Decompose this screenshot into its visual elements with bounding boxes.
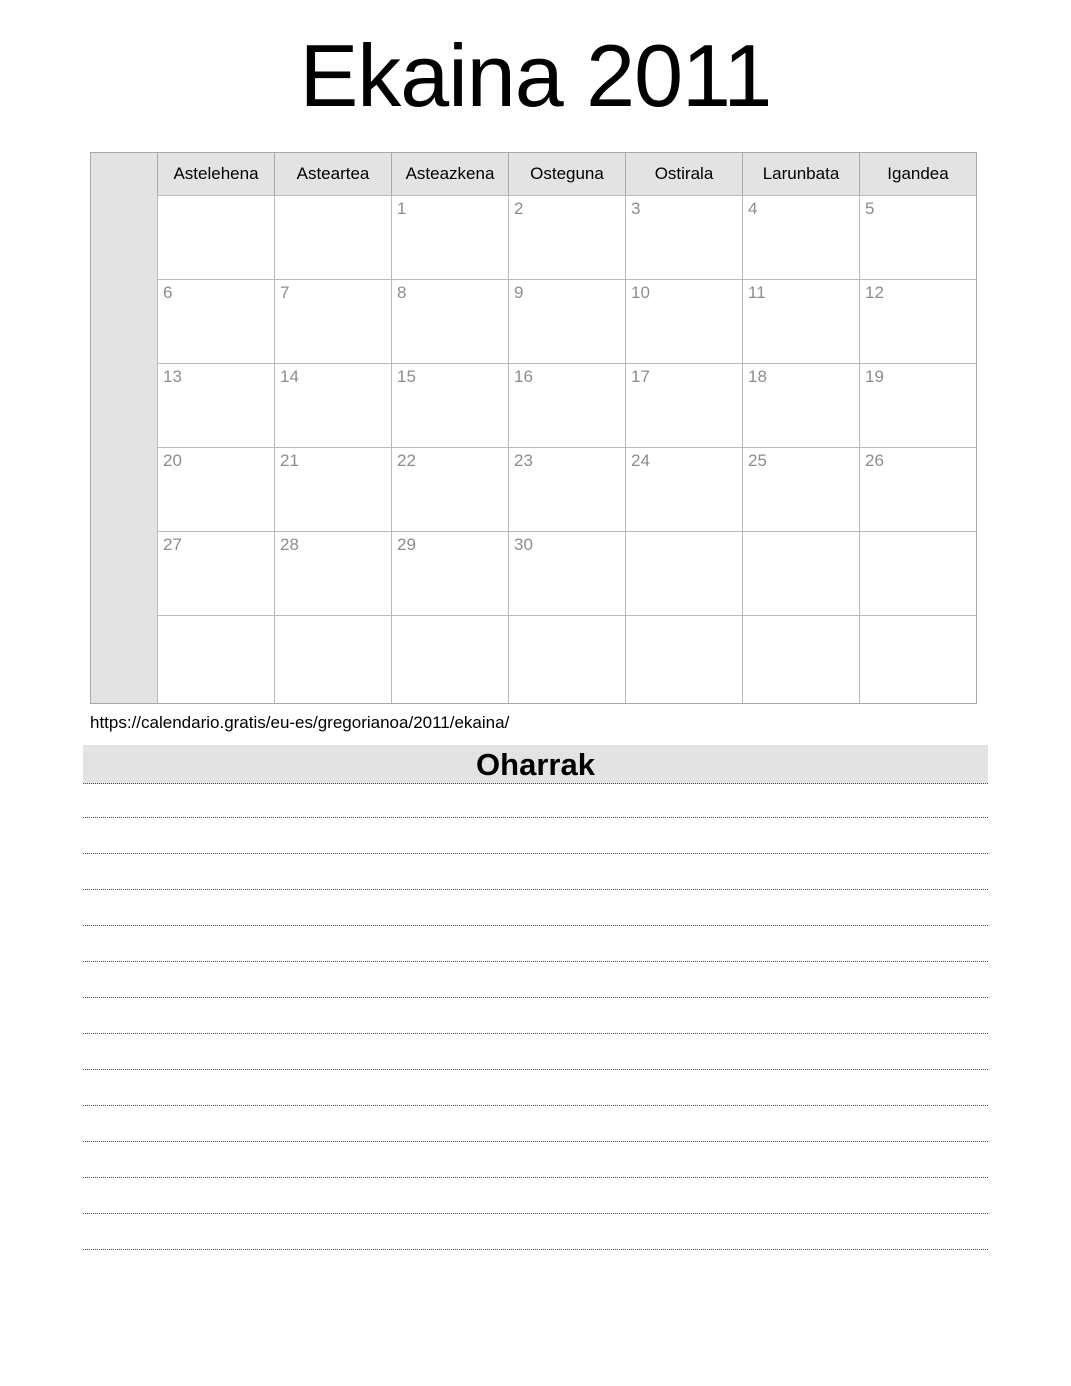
- day-cell: [157, 195, 274, 279]
- day-cell: 4: [742, 195, 859, 279]
- day-cell: 28: [274, 531, 391, 615]
- day-cell: 8: [391, 279, 508, 363]
- day-cell: 3: [625, 195, 742, 279]
- note-line: [83, 1034, 988, 1070]
- day-cell: 14: [274, 363, 391, 447]
- note-line: [83, 998, 988, 1034]
- day-cell: 16: [508, 363, 625, 447]
- day-cell: [742, 531, 859, 615]
- weekday-header-osteguna: Osteguna: [508, 153, 625, 195]
- day-cell: [391, 615, 508, 703]
- day-cell: [625, 615, 742, 703]
- day-cell: 26: [859, 447, 976, 531]
- day-cell: 5: [859, 195, 976, 279]
- note-line: [83, 854, 988, 890]
- notes-header: Oharrak: [83, 745, 988, 784]
- day-cell: 19: [859, 363, 976, 447]
- day-cell: 6: [157, 279, 274, 363]
- source-url-text: https://calendario.gratis/eu-es/gregorianoa/2011/ekaina/: [90, 712, 510, 732]
- day-cell: 2: [508, 195, 625, 279]
- page-title: Ekaina 2011: [299, 26, 772, 125]
- day-cell: 11: [742, 279, 859, 363]
- day-cell: [859, 615, 976, 703]
- day-cell: [859, 531, 976, 615]
- note-line: [83, 1142, 988, 1178]
- weekday-header-asteartea: Asteartea: [274, 153, 391, 195]
- weekday-header-asteazkena: Asteazkena: [391, 153, 508, 195]
- day-cell: [274, 195, 391, 279]
- note-line: [83, 926, 988, 962]
- day-cell: 1: [391, 195, 508, 279]
- note-line: [83, 1214, 988, 1250]
- day-cell: 22: [391, 447, 508, 531]
- note-line: [83, 1070, 988, 1106]
- week-gutter-column: [91, 153, 157, 703]
- day-cell: 18: [742, 363, 859, 447]
- day-cell: 23: [508, 447, 625, 531]
- day-cell: 10: [625, 279, 742, 363]
- day-cell: 12: [859, 279, 976, 363]
- weekday-header-ostirala: Ostirala: [625, 153, 742, 195]
- day-cell: 24: [625, 447, 742, 531]
- day-cell: [508, 615, 625, 703]
- day-cell: [742, 615, 859, 703]
- day-cell: 21: [274, 447, 391, 531]
- weekday-header-igandea: Igandea: [859, 153, 976, 195]
- note-line: [83, 1178, 988, 1214]
- day-cell: 30: [508, 531, 625, 615]
- day-cell: 20: [157, 447, 274, 531]
- day-cell: [157, 615, 274, 703]
- note-line: [83, 784, 988, 818]
- day-cell: 7: [274, 279, 391, 363]
- calendar-table: [90, 152, 977, 704]
- day-cell: 15: [391, 363, 508, 447]
- note-line: [83, 818, 988, 854]
- day-cell: 25: [742, 447, 859, 531]
- notes-area: [83, 784, 988, 1250]
- day-cell: [625, 531, 742, 615]
- day-cell: 9: [508, 279, 625, 363]
- day-cell: 29: [391, 531, 508, 615]
- note-line: [83, 1106, 988, 1142]
- day-cell: 17: [625, 363, 742, 447]
- day-cell: [274, 615, 391, 703]
- weekday-header-larunbata: Larunbata: [742, 153, 859, 195]
- weekday-header-astelehena: Astelehena: [157, 153, 274, 195]
- note-line: [83, 890, 988, 926]
- day-cell: 27: [157, 531, 274, 615]
- note-line: [83, 962, 988, 998]
- day-cell: 13: [157, 363, 274, 447]
